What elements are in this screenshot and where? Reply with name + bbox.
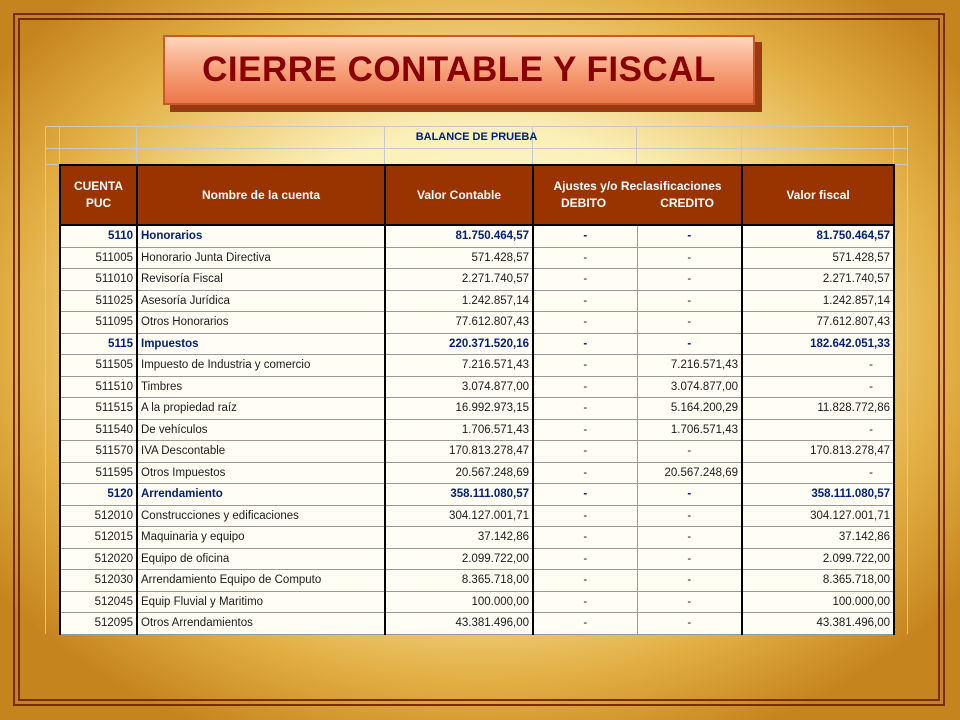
cell-nombre: Impuesto de Industria y comercio — [137, 355, 385, 377]
cell-valor-contable: 2.099.722,00 — [385, 548, 533, 570]
cell-nombre: De vehículos — [137, 419, 385, 441]
cell-cuenta: 511010 — [60, 269, 137, 291]
table-row — [60, 462, 894, 484]
cell-nombre: Construcciones y edificaciones — [137, 505, 385, 527]
cell-debito: - — [533, 376, 637, 398]
header-cuenta-line1: CUENTA — [73, 179, 124, 193]
cell-debito: - — [533, 398, 637, 420]
cell-cuenta: 5120 — [60, 484, 137, 506]
cell-valor-fiscal: 571.428,57 — [742, 247, 894, 269]
cell-valor-fiscal: 304.127.001,71 — [742, 505, 894, 527]
grid-line — [45, 148, 908, 149]
cell-debito: - — [533, 225, 637, 247]
grid-line — [907, 126, 908, 634]
table-row — [60, 570, 894, 592]
cell-debito: - — [533, 290, 637, 312]
sheet-title: BALANCE DE PRUEBA — [415, 131, 538, 143]
cell-cuenta: 511005 — [60, 247, 137, 269]
table-row — [60, 398, 894, 420]
cell-valor-fiscal: - — [742, 355, 894, 377]
cell-valor-fiscal: 1.242.857,14 — [742, 290, 894, 312]
table-row — [60, 613, 894, 635]
cell-valor-contable: 43.381.496,00 — [385, 613, 533, 635]
cell-valor-contable: 304.127.001,71 — [385, 505, 533, 527]
cell-debito: - — [533, 613, 637, 635]
cell-valor-contable: 100.000,00 — [385, 591, 533, 613]
cell-nombre: Timbres — [137, 376, 385, 398]
cell-valor-fiscal: 77.612.807,43 — [742, 312, 894, 334]
cell-credito: 3.074.877,00 — [637, 376, 742, 398]
cell-debito: - — [533, 462, 637, 484]
cell-credito: - — [637, 505, 742, 527]
cell-valor-contable: 1.242.857,14 — [385, 290, 533, 312]
cell-valor-fiscal: 11.828.772,86 — [742, 398, 894, 420]
cell-valor-contable: 81.750.464,57 — [385, 225, 533, 247]
cell-nombre: IVA Descontable — [137, 441, 385, 463]
cell-debito: - — [533, 548, 637, 570]
cell-valor-fiscal: 100.000,00 — [742, 591, 894, 613]
cell-credito: - — [637, 591, 742, 613]
cell-cuenta: 512095 — [60, 613, 137, 635]
cell-cuenta: 512015 — [60, 527, 137, 549]
cell-nombre: Otros Arrendamientos — [137, 613, 385, 635]
header-cuenta-line2: PUC — [85, 196, 112, 210]
cell-cuenta: 511510 — [60, 376, 137, 398]
cell-debito: - — [533, 527, 637, 549]
cell-credito: - — [637, 441, 742, 463]
cell-valor-contable: 77.612.807,43 — [385, 312, 533, 334]
cell-debito: - — [533, 333, 637, 355]
cell-valor-fiscal: 170.813.278,47 — [742, 441, 894, 463]
cell-valor-contable: 7.216.571,43 — [385, 355, 533, 377]
cell-nombre: Maquinaria y equipo — [137, 527, 385, 549]
cell-credito: - — [637, 225, 742, 247]
cell-credito: 7.216.571,43 — [637, 355, 742, 377]
cell-credito: 5.164.200,29 — [637, 398, 742, 420]
spreadsheet — [45, 126, 908, 634]
cell-credito: 20.567.248,69 — [637, 462, 742, 484]
header-nombre: Nombre de la cuenta — [137, 165, 385, 225]
cell-cuenta: 512045 — [60, 591, 137, 613]
cell-nombre: Impuestos — [137, 333, 385, 355]
header-valor-contable: Valor Contable — [385, 165, 533, 225]
cell-nombre: Arrendamiento Equipo de Computo — [137, 570, 385, 592]
cell-debito: - — [533, 269, 637, 291]
cell-cuenta: 511505 — [60, 355, 137, 377]
cell-valor-fiscal: - — [742, 419, 894, 441]
cell-nombre: Arrendamiento — [137, 484, 385, 506]
cell-cuenta: 511595 — [60, 462, 137, 484]
table-row — [60, 548, 894, 570]
cell-credito: - — [637, 548, 742, 570]
cell-cuenta: 5110 — [60, 225, 137, 247]
cell-credito: - — [637, 570, 742, 592]
cell-valor-fiscal: 81.750.464,57 — [742, 225, 894, 247]
cell-valor-fiscal: 43.381.496,00 — [742, 613, 894, 635]
cell-debito: - — [533, 355, 637, 377]
header-ajustes — [533, 165, 742, 225]
table-row — [60, 269, 894, 291]
cell-valor-contable: 170.813.278,47 — [385, 441, 533, 463]
cell-nombre: Equipo de oficina — [137, 548, 385, 570]
cell-debito: - — [533, 505, 637, 527]
cell-cuenta: 511570 — [60, 441, 137, 463]
cell-valor-fiscal: 182.642.051,33 — [742, 333, 894, 355]
cell-credito: - — [637, 247, 742, 269]
cell-nombre: Honorarios — [137, 225, 385, 247]
table-row — [60, 419, 894, 441]
cell-credito: 1.706.571,43 — [637, 419, 742, 441]
cell-credito: - — [637, 484, 742, 506]
table-group-row — [60, 333, 894, 355]
cell-nombre: A la propiedad raíz — [137, 398, 385, 420]
cell-valor-contable: 220.371.520,16 — [385, 333, 533, 355]
cell-credito: - — [637, 312, 742, 334]
cell-credito: - — [637, 527, 742, 549]
cell-valor-fiscal: - — [742, 462, 894, 484]
cell-debito: - — [533, 312, 637, 334]
cell-valor-fiscal: 358.111.080,57 — [742, 484, 894, 506]
cell-credito: - — [637, 269, 742, 291]
cell-debito: - — [533, 591, 637, 613]
cell-cuenta: 511540 — [60, 419, 137, 441]
cell-valor-contable: 358.111.080,57 — [385, 484, 533, 506]
cell-cuenta: 512020 — [60, 548, 137, 570]
header-credito: CREDITO — [660, 196, 714, 210]
cell-cuenta: 5115 — [60, 333, 137, 355]
slide-title: CIERRE CONTABLE Y FISCAL — [202, 50, 716, 89]
cell-valor-fiscal: 2.099.722,00 — [742, 548, 894, 570]
cell-nombre: Equip Fluvial y Maritimo — [137, 591, 385, 613]
cell-cuenta: 511515 — [60, 398, 137, 420]
cell-valor-contable: 8.365.718,00 — [385, 570, 533, 592]
table-row — [60, 376, 894, 398]
cell-debito: - — [533, 484, 637, 506]
cell-valor-contable: 2.271.740,57 — [385, 269, 533, 291]
cell-nombre: Otros Honorarios — [137, 312, 385, 334]
cell-debito: - — [533, 441, 637, 463]
grid-line — [45, 126, 46, 634]
cell-valor-fiscal: 37.142,86 — [742, 527, 894, 549]
cell-valor-contable: 20.567.248,69 — [385, 462, 533, 484]
cell-valor-contable: 37.142,86 — [385, 527, 533, 549]
header-debito: DEBITO — [561, 196, 607, 210]
header-ajustes-title: Ajustes y/o Reclasificaciones — [553, 179, 722, 193]
cell-cuenta: 511025 — [60, 290, 137, 312]
cell-valor-fiscal: 8.365.718,00 — [742, 570, 894, 592]
cell-valor-contable: 571.428,57 — [385, 247, 533, 269]
cell-valor-contable: 16.992.973,15 — [385, 398, 533, 420]
cell-nombre: Otros Impuestos — [137, 462, 385, 484]
table-row — [60, 527, 894, 549]
header-cuenta — [60, 165, 137, 225]
cell-valor-fiscal: 2.271.740,57 — [742, 269, 894, 291]
cell-cuenta: 511095 — [60, 312, 137, 334]
table-row — [60, 355, 894, 377]
table-header-row — [60, 165, 894, 225]
cell-valor-contable: 1.706.571,43 — [385, 419, 533, 441]
cell-credito: - — [637, 613, 742, 635]
header-valor-fiscal: Valor fiscal — [742, 165, 894, 225]
balance-table — [59, 164, 895, 635]
cell-valor-fiscal: - — [742, 376, 894, 398]
title-banner — [163, 35, 755, 105]
cell-nombre: Honorario Junta Directiva — [137, 247, 385, 269]
table-row — [60, 505, 894, 527]
table-row — [60, 312, 894, 334]
table-row — [60, 247, 894, 269]
cell-debito: - — [533, 570, 637, 592]
cell-valor-contable: 3.074.877,00 — [385, 376, 533, 398]
table-group-row — [60, 225, 894, 247]
cell-credito: - — [637, 333, 742, 355]
cell-credito: - — [637, 290, 742, 312]
cell-debito: - — [533, 247, 637, 269]
cell-nombre: Revisoría Fiscal — [137, 269, 385, 291]
table-row — [60, 591, 894, 613]
table-row — [60, 441, 894, 463]
cell-cuenta: 512010 — [60, 505, 137, 527]
cell-cuenta: 512030 — [60, 570, 137, 592]
table-row — [60, 290, 894, 312]
table-group-row — [60, 484, 894, 506]
cell-nombre: Asesoría Jurídica — [137, 290, 385, 312]
cell-debito: - — [533, 419, 637, 441]
